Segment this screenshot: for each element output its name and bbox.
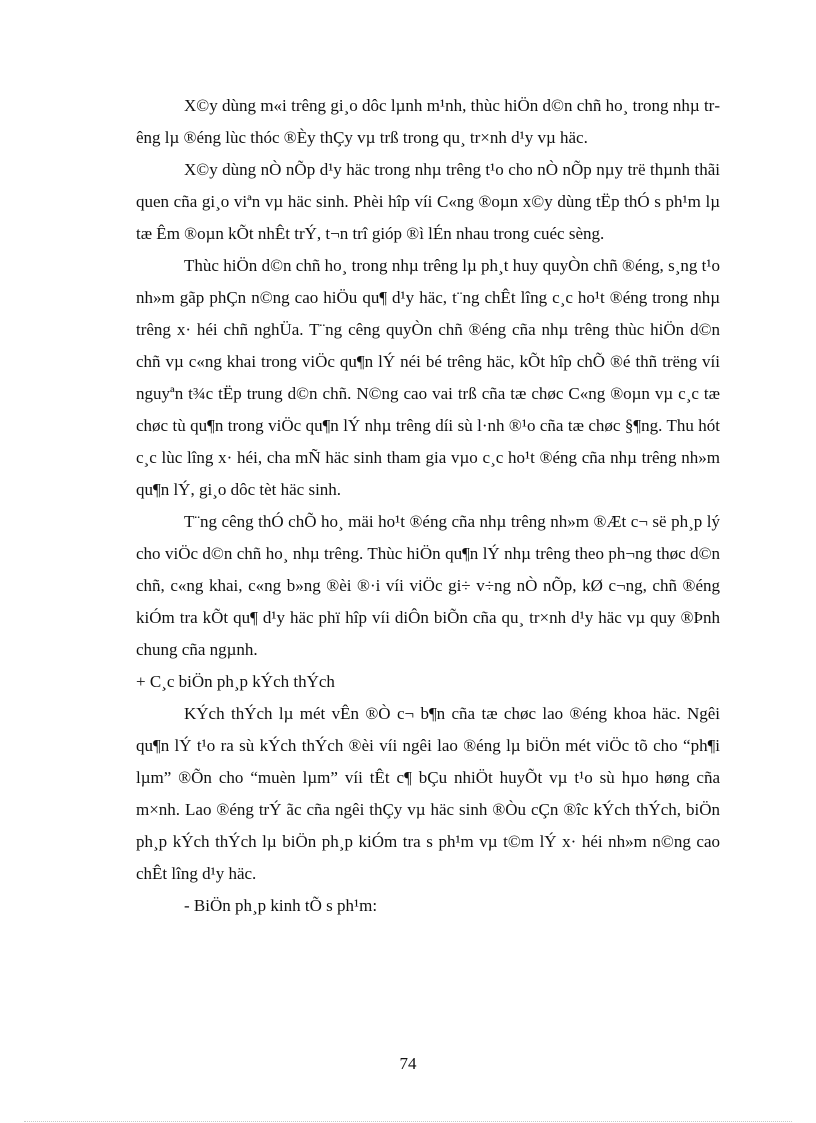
paragraph-institutionalization: T¨ng cêng thÓ chÕ ho¸ mäi ho¹t ®éng cña nhµ trêng nh»m ®Æt c¬ së ph¸p lý cho viÖc d©n chñ ho¸ nhµ trêng. Thùc hiÖn qu¶n lÝ nhµ trêng theo ph¬ng thøc d©n chñ, c«ng khai, c«ng b»ng ®èi ®·i víi viÖc gi÷ v÷ng nÒ nÕp, kØ c¬ng, chñ ®éng kiÓm tra kÕt qu¶ d¹y häc phï hîp víi diÔn biÕn cña qu¸ tr×nh d¹y häc vµ quy ®Þnh chung cña ngµnh. — [136, 512, 720, 659]
section-heading-stimulation: + C¸c biÖn ph¸p kÝch thÝch — [136, 672, 335, 691]
paragraph-stimulation: KÝch thÝch lµ mét vÊn ®Ò c¬ b¶n cña tæ chøc lao ®éng khoa häc. Ngêi qu¶n lÝ t¹o ra sù kÝch thÝch ®èi víi ngêi lao ®éng lµ biÖn mét viÖc tõ cho “ph¶i lµm” ®Õn cho “muèn lµm” víi tÊt c¶ bÇu nhiÖt huyÕt vµ t¹o sù hµo høng cña m×nh. Lao ®éng trÝ ãc cña ngêi thÇy vµ häc sinh ®Òu cÇn ®îc kÝch thÝch, biÖn ph¸p kÝch thÝch lµ biÖn ph¸p kiÓm tra s ph¹m vµ t©m lÝ x· héi nh»m n©ng cao chÊt lîng d¹y häc. — [136, 704, 720, 883]
page-number: 74 — [399, 1054, 417, 1073]
body-text — [136, 90, 720, 922]
paragraph-democratization: Thùc hiÖn d©n chñ ho¸ trong nhµ trêng lµ ph¸t huy quyÒn chñ ®éng, s¸ng t¹o nh»m gãp phÇn n©ng cao hiÖu qu¶ d¹y häc, t¨ng chÊt lîng c¸c ho¹t ®éng trong nhµ trêng x· héi chñ nghÜa. T¨ng cêng quyÒn chñ ®éng cña nhµ trêng thùc hiÖn d©n chñ vµ c«ng khai trong viÖc qu¶n lÝ néi bé trêng häc, kÕt hîp chÕ ®é thñ trëng víi nguyªn t¾c tËp trung d©n chñ. N©ng cao vai trß cña tæ chøc C«ng ®oµn vµ c¸c tæ chøc tù qu¶n trong viÖc qu¶n lÝ nhµ trêng díi sù l·nh ®¹o cña tæ chøc §¶ng. Thu hót c¸c lùc lîng x· héi, cha mÑ häc sinh tham gia vµo c¸c ho¹t ®éng cña nhµ trêng nh»m qu¶n lÝ, gi¸o dôc tèt häc sinh. — [136, 256, 720, 499]
paragraph-school-environment: X©y dùng m«i trêng gi¸o dôc lµnh m¹nh, thùc hiÖn d©n chñ ho¸ trong nhµ trêng lµ ®éng lùc thóc ®Èy thÇy vµ trß trong qu¸ tr×nh d¹y vµ häc. — [136, 96, 720, 147]
subheading-economic-pedagogy: - BiÖn ph¸p kinh tÕ s ph¹m: — [184, 896, 378, 915]
page-bottom-dotted-rule — [24, 1121, 792, 1122]
paragraph-teaching-discipline: X©y dùng nÒ nÕp d¹y häc trong nhµ trêng t¹o cho nÒ nÕp nµy trë thµnh thãi quen cña gi¸o viªn vµ häc sinh. Phèi hîp víi C«ng ®oµn x©y dùng tËp thÓ s ph¹m lµ tæ Êm ®oµn kÕt nhÊt trÝ, t¬n trî gióp ®ì lÉn nhau trong cuéc sèng. — [136, 160, 720, 243]
